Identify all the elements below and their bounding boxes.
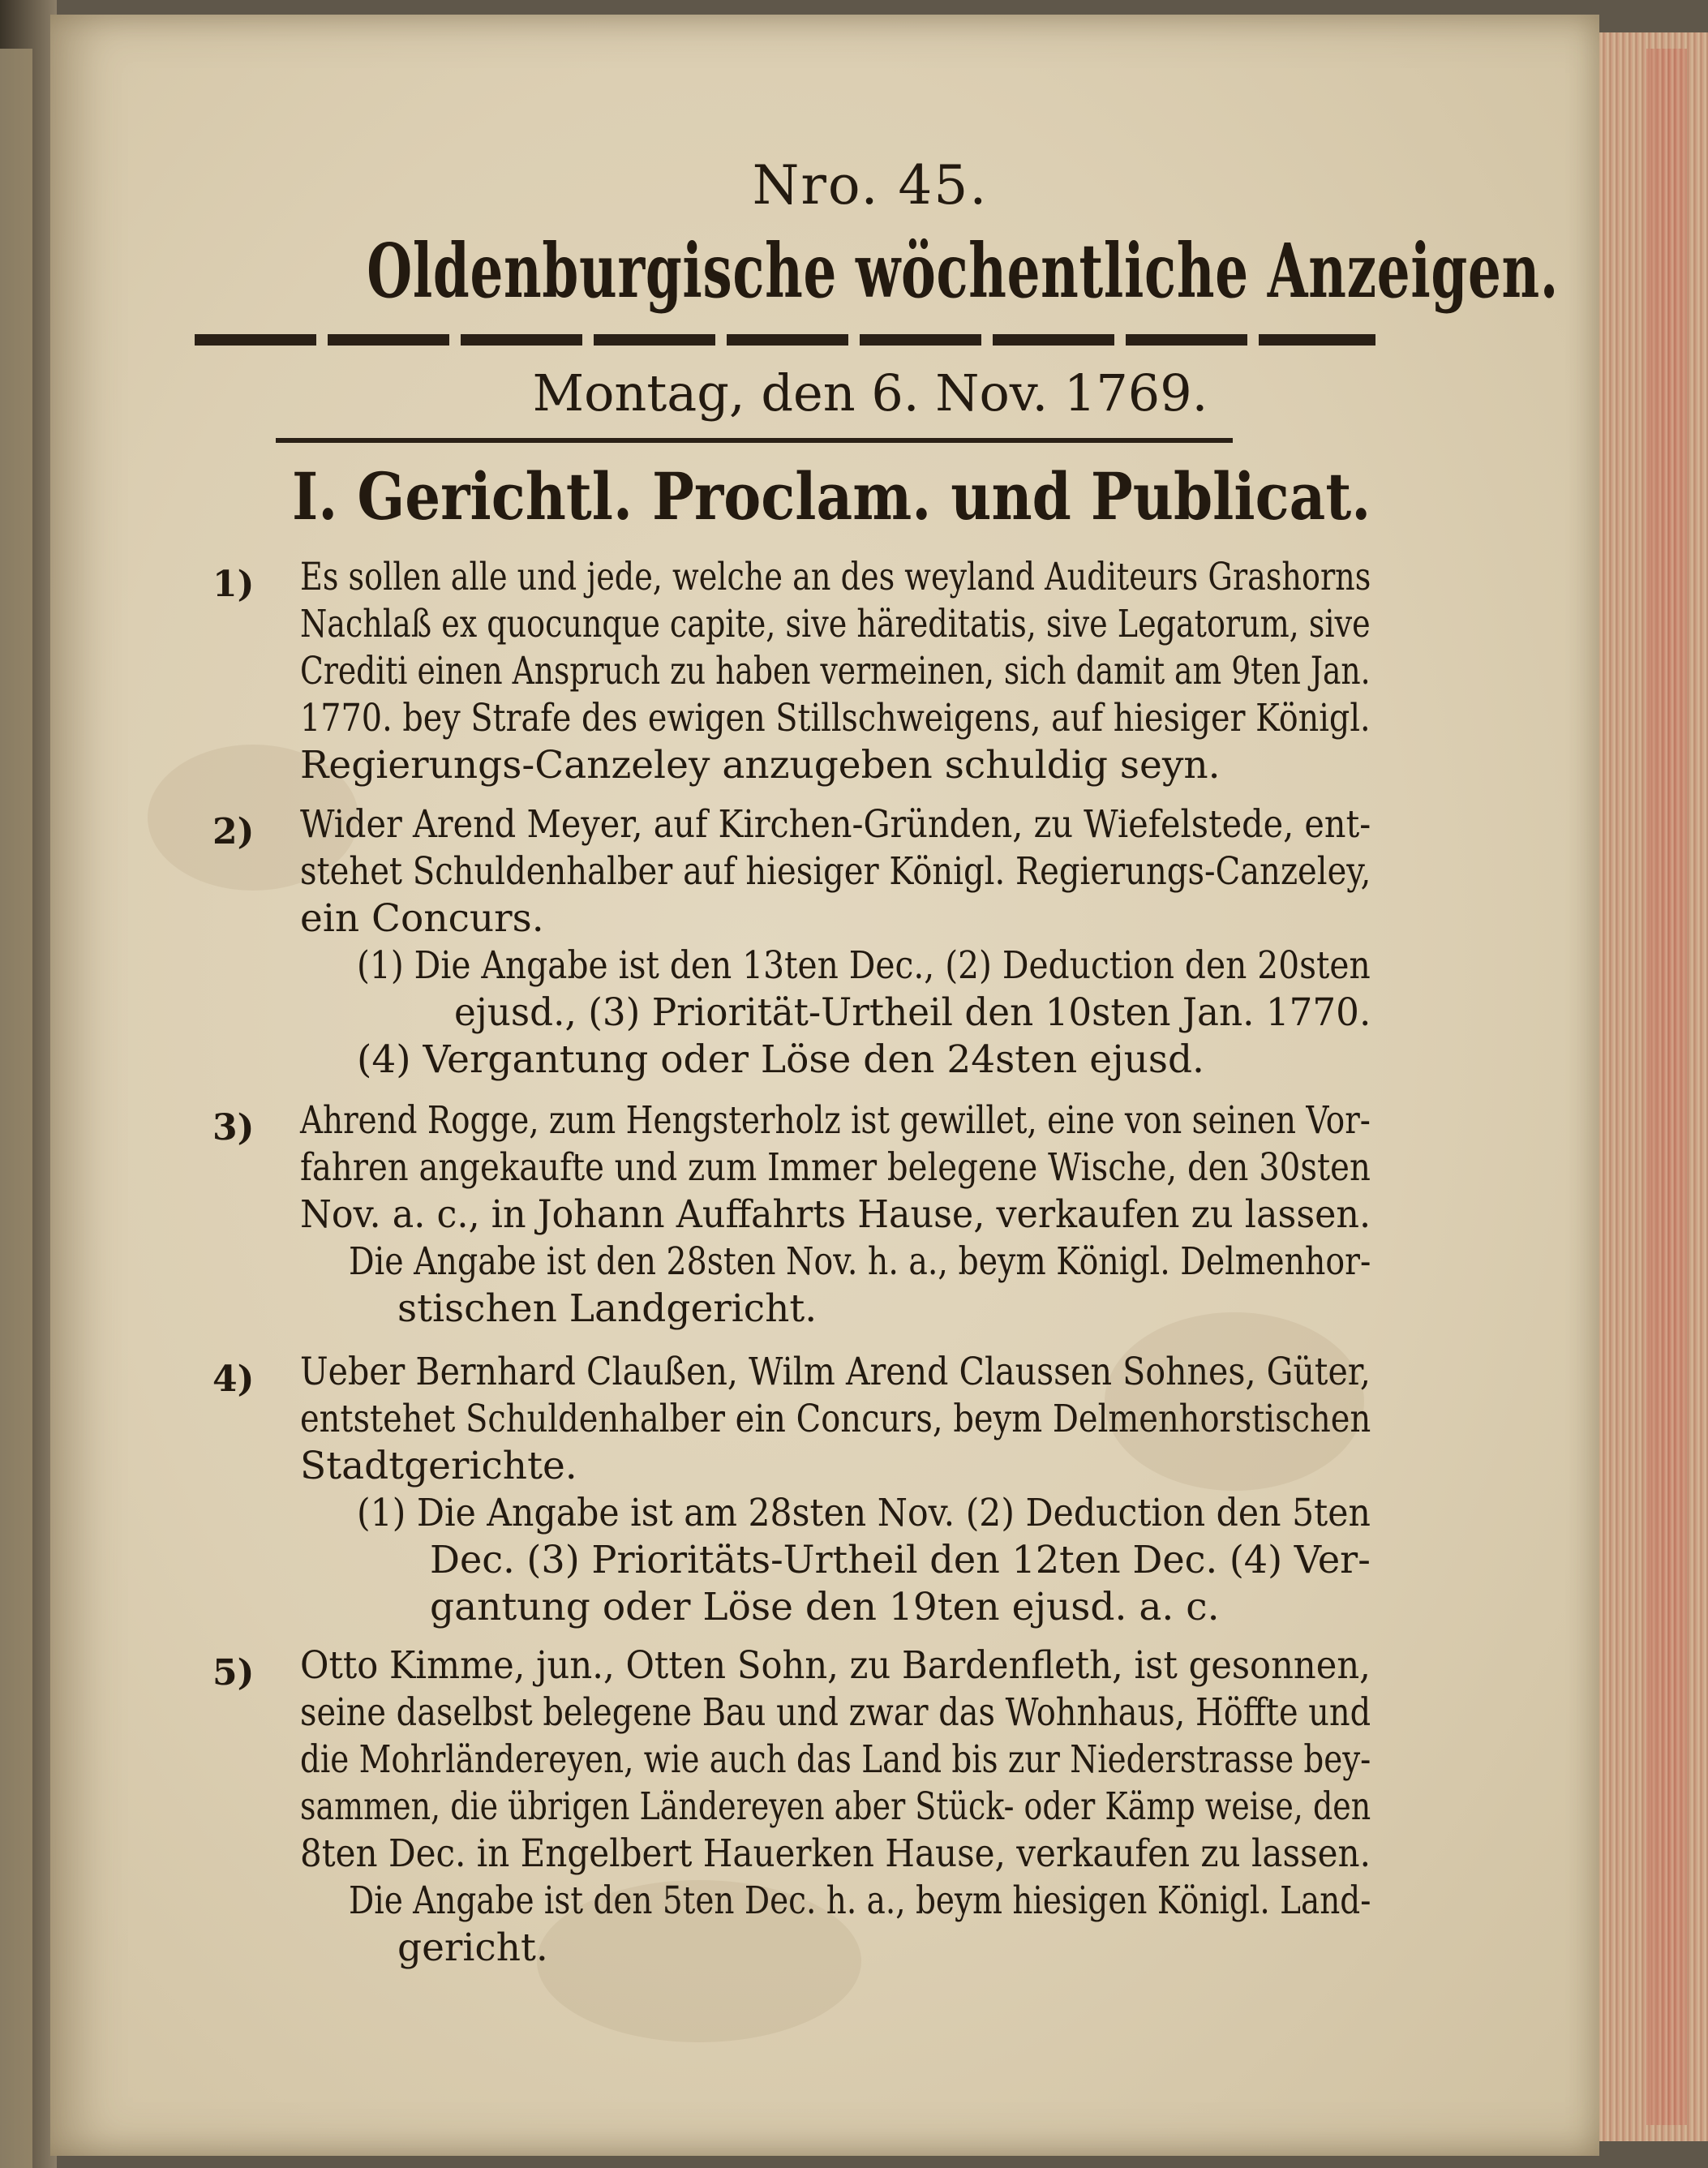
entry-line: Ueber Bernhard Claußen, Wilm Arend Claussen Sohnes, Güter, [300, 1350, 1371, 1394]
entry-line: Ahrend Rogge, zum Hengsterholz ist gewillet, eine von seinen Vor- [300, 1098, 1371, 1143]
section-heading: I. Gerichtl. Proclam. und Publicat. [292, 458, 1371, 534]
entry-number: 2) [212, 811, 255, 852]
entry-line: fahren angekaufte und zum Immer belegene Wische, den 30sten [300, 1145, 1371, 1190]
entry-line: Stadtgerichte. [300, 1444, 577, 1488]
entry-line: entstehet Schuldenhalber ein Concurs, beym Delmenhorstischen [300, 1397, 1371, 1441]
entry-line: Nov. a. c., in Johann Auffahrts Hause, verkaufen zu lassen. [300, 1192, 1371, 1237]
entry-line: 8ten Dec. in Engelbert Hauerken Hause, verkaufen zu lassen. [300, 1831, 1371, 1876]
entry-subline: gericht. [397, 1925, 548, 1970]
masthead-title: Oldenburgische wöchentliche Anzeigen. [367, 227, 1559, 315]
entry-line: stehet Schuldenhalber auf hiesiger Königl. Regierungs-Canzeley, [300, 849, 1371, 894]
issue-number: Nro. 45. [752, 154, 989, 217]
issue-date: Montag, den 6. Nov. 1769. [532, 363, 1208, 423]
entry-subline: gantung oder Löse den 19ten ejusd. a. c. [430, 1585, 1220, 1629]
date-rule [276, 438, 1233, 443]
entry-subline: Die Angabe ist den 5ten Dec. h. a., beym hiesigen Königl. Land- [349, 1878, 1371, 1923]
entry-line: 1770. bey Strafe des ewigen Stillschweigens, auf hiesiger Königl. [300, 696, 1371, 741]
entry-line: Otto Kimme, jun., Otten Sohn, zu Bardenfleth, ist gesonnen, [300, 1643, 1371, 1688]
entry-number: 1) [212, 564, 255, 605]
masthead-rule [195, 334, 1375, 346]
entry-line: die Mohrländereyen, wie auch das Land bis zur Niederstrasse bey- [300, 1737, 1371, 1782]
entry-line: Nachlaß ex quocunque capite, sive häreditatis, sive Legatorum, sive [300, 602, 1371, 646]
entry-line: Wider Arend Meyer, auf Kirchen-Gründen, zu Wiefelstede, ent- [300, 802, 1371, 847]
entry-line: Regierungs-Canzeley anzugeben schuldig seyn. [300, 743, 1221, 788]
entry-subline: stischen Landgericht. [397, 1286, 818, 1331]
entry-line: seine daselbst belegene Bau und zwar das Wohnhaus, Höffte und [300, 1690, 1371, 1735]
entry-subline: (1) Die Angabe ist den 13ten Dec., (2) Deduction den 20sten [357, 943, 1371, 988]
entry-subline: ejusd., (3) Priorität-Urtheil den 10sten Jan. 1770. [454, 990, 1371, 1035]
entry-line: Crediti einen Anspruch zu haben vermeinen, sich damit am 9ten Jan. [300, 649, 1371, 693]
entry-line: sammen, die übrigen Ländereyen aber Stück- oder Kämp weise, den [300, 1784, 1371, 1829]
entry-number: 4) [212, 1359, 255, 1400]
entry-subline: (1) Die Angabe ist am 28sten Nov. (2) Deduction den 5ten [357, 1491, 1371, 1535]
entry-subline: Dec. (3) Prioritäts-Urtheil den 12ten Dec. (4) Ver- [430, 1538, 1371, 1582]
entry-subline: (4) Vergantung oder Löse den 24sten ejusd. [357, 1037, 1204, 1082]
entry-line: ein Concurs. [300, 896, 544, 941]
entry-number: 3) [212, 1107, 255, 1148]
entry-subline: Die Angabe ist den 28sten Nov. h. a., beym Königl. Delmenhor- [349, 1239, 1371, 1284]
entry-number: 5) [212, 1652, 255, 1694]
entry-line: Es sollen alle und jede, welche an des weyland Auditeurs Grashorns [300, 555, 1371, 599]
